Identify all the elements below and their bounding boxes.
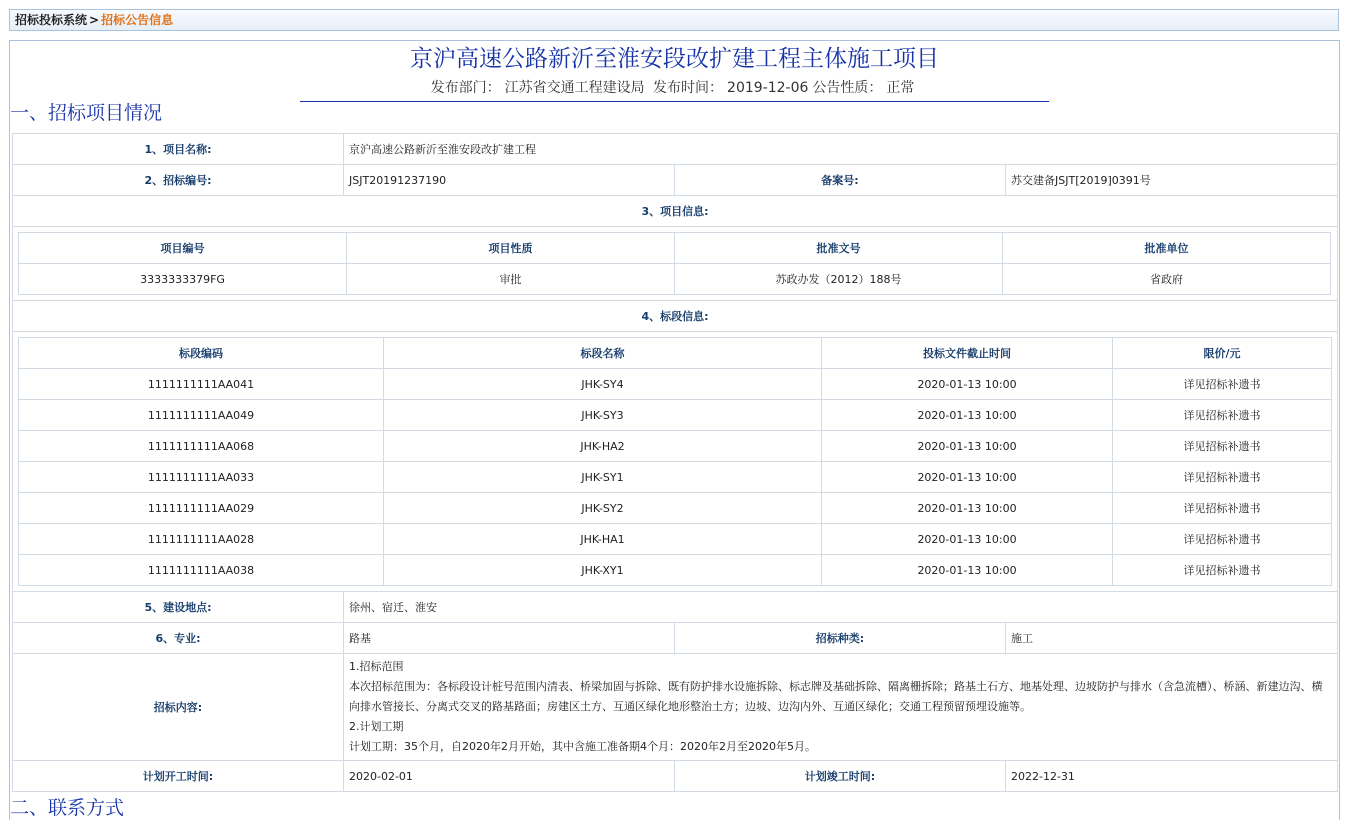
table-row (19, 431, 1332, 462)
content-value (344, 654, 1338, 761)
section-cell: 详见招标补遗书 (1113, 555, 1332, 586)
content-line: 1.招标范围 (349, 660, 404, 673)
table-row (19, 264, 1331, 295)
project-info-label: 3、项目信息: (13, 196, 1338, 227)
section-cell: JHK-SY2 (384, 493, 822, 524)
record-label: 备案号: (675, 165, 1006, 196)
section-cell: 1111111111AA049 (19, 400, 384, 431)
project-info-container (13, 227, 1338, 301)
table-row (19, 524, 1332, 555)
section-cell: JHK-HA2 (384, 431, 822, 462)
time-value: 2019-12-06 (727, 80, 809, 96)
section-cell: JHK-SY1 (384, 462, 822, 493)
breadcrumb (9, 9, 1339, 31)
section-cell: 2020-01-13 10:00 (822, 431, 1113, 462)
section-cell: 详见招标补遗书 (1113, 524, 1332, 555)
section-cell: 详见招标补遗书 (1113, 400, 1332, 431)
nature-value: 正常 (886, 80, 915, 96)
project-detail-table (18, 232, 1331, 295)
content-line: 本次招标范围为：各标段设计桩号范围内清表、桥梁加固与拆除、既有防护排水设施拆除、标志牌及基础拆除、隔离栅拆除；路基土石方、地基处理、边坡防护与排水（含急流槽）、桥涵、新建边沟、横向排水管接长、分离式交叉的路基路面；房建区土方、互通区绿化地形整治土方；边坡、边沟内外、互通区绿化；交通工程预留预埋设施等。 (349, 680, 1323, 713)
section-cell: JHK-XY1 (384, 555, 822, 586)
page-title: 京沪高速公路新沂至淮安段改扩建工程主体施工项目 (410, 46, 939, 72)
major-label: 6、专业: (13, 623, 344, 654)
publish-meta (300, 76, 1049, 102)
bid-type-value: 施工 (1006, 623, 1338, 654)
project-name-label: 1、项目名称: (13, 134, 344, 165)
project-header-cell: 批准文号 (675, 233, 1003, 264)
section-cell: 2020-01-13 10:00 (822, 524, 1113, 555)
bid-type-label: 招标种类: (675, 623, 1006, 654)
breadcrumb-root-link[interactable]: 招标投标系统 (15, 13, 88, 27)
project-cell: 省政府 (1003, 264, 1331, 295)
content-label: 招标内容: (13, 654, 344, 761)
section-heading-contact: 二、联系方式 (10, 797, 125, 819)
section-cell: JHK-SY3 (384, 400, 822, 431)
content-line: 2.计划工期 (349, 720, 404, 733)
section-cell: 2020-01-13 10:00 (822, 493, 1113, 524)
end-time-value: 2022-12-31 (1006, 761, 1338, 792)
section-cell: JHK-SY4 (384, 369, 822, 400)
section-cell: 1111111111AA041 (19, 369, 384, 400)
project-cell: 审批 (347, 264, 675, 295)
project-header-cell: 项目编号 (19, 233, 347, 264)
dept-label: 发布部门： (430, 80, 501, 96)
section-cell: 详见招标补遗书 (1113, 493, 1332, 524)
section-header-cell: 标段编码 (19, 338, 384, 369)
section-cell: 2020-01-13 10:00 (822, 400, 1113, 431)
location-value: 徐州、宿迁、淮安 (344, 592, 1338, 623)
end-time-label: 计划竣工时间: (675, 761, 1006, 792)
bid-code-label: 2、招标编号: (13, 165, 344, 196)
section-cell: 1111111111AA028 (19, 524, 384, 555)
section-cell: 2020-01-13 10:00 (822, 369, 1113, 400)
table-row (19, 555, 1332, 586)
project-cell: 3333333379FG (19, 264, 347, 295)
start-time-label: 计划开工时间: (13, 761, 344, 792)
section-cell: 2020-01-13 10:00 (822, 555, 1113, 586)
section-detail-table (18, 337, 1332, 586)
nature-label: 公告性质： (812, 80, 883, 96)
table-row (19, 400, 1332, 431)
section-info-label: 4、标段信息: (13, 301, 1338, 332)
breadcrumb-current: 招标公告信息 (101, 13, 174, 27)
section-heading-project: 一、招标项目情况 (10, 102, 163, 124)
table-row (19, 493, 1332, 524)
breadcrumb-separator: > (89, 13, 100, 27)
content-line: 计划工期：35个月，自2020年2月开始，其中含施工准备期4个月：2020年2月至2020年5月。 (349, 740, 816, 753)
section-header-cell: 投标文件截止时间 (822, 338, 1113, 369)
table-row (19, 462, 1332, 493)
project-cell: 苏政办发（2012）188号 (675, 264, 1003, 295)
project-header-cell: 项目性质 (347, 233, 675, 264)
section-cell: 详见招标补遗书 (1113, 462, 1332, 493)
section-cell: 1111111111AA068 (19, 431, 384, 462)
section-header-cell: 限价/元 (1113, 338, 1332, 369)
section-header-cell: 标段名称 (384, 338, 822, 369)
dept-value: 江苏省交通工程建设局 (504, 80, 645, 96)
section-cell: 1111111111AA033 (19, 462, 384, 493)
section-cell: 2020-01-13 10:00 (822, 462, 1113, 493)
time-label: 发布时间： (653, 80, 724, 96)
major-value: 路基 (344, 623, 675, 654)
section-info-container (13, 332, 1338, 592)
project-name-value: 京沪高速公路新沂至淮安段改扩建工程 (344, 134, 1338, 165)
project-info-table (12, 133, 1338, 792)
section-cell: 1111111111AA029 (19, 493, 384, 524)
location-label: 5、建设地点: (13, 592, 344, 623)
section-cell: 1111111111AA038 (19, 555, 384, 586)
project-header-cell: 批准单位 (1003, 233, 1331, 264)
section-cell: 详见招标补遗书 (1113, 369, 1332, 400)
section-cell: 详见招标补遗书 (1113, 431, 1332, 462)
table-row (19, 369, 1332, 400)
record-value: 苏交建备JSJT[2019]0391号 (1006, 165, 1338, 196)
start-time-value: 2020-02-01 (344, 761, 675, 792)
section-cell: JHK-HA1 (384, 524, 822, 555)
bid-code-value: JSJT20191237190 (344, 165, 675, 196)
